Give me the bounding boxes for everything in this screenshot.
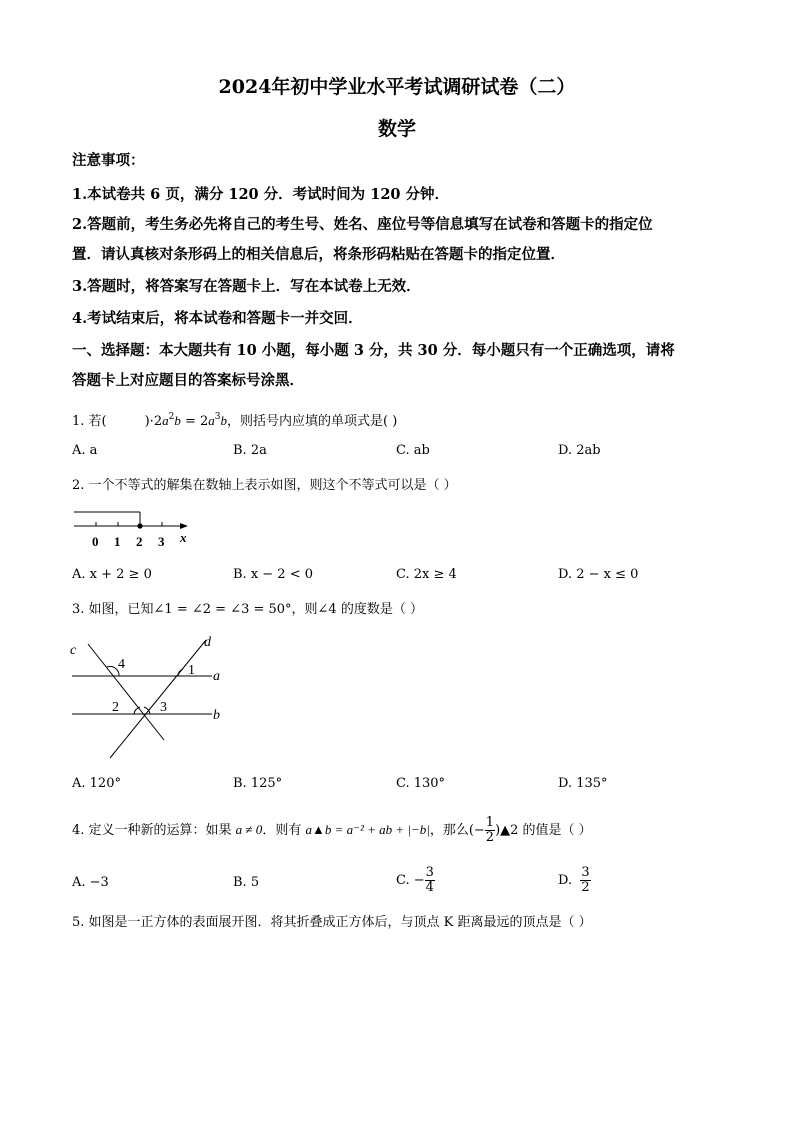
notice-item-1: 1.本试卷共 6 页，满分 120 分．考试时间为 120 分钟． — [72, 186, 450, 203]
q3-option-b: B. 125° — [233, 776, 283, 791]
q4-condition: a ≠ 0 — [235, 822, 263, 837]
label-b: b — [213, 708, 220, 723]
notice-item-3: 3.答题时，将答案写在答题卡上．写在本试卷上无效． — [72, 278, 421, 295]
q4-option-c: C. − $\frac{3}{4}$ — [396, 865, 434, 895]
number-line-figure — [70, 504, 200, 552]
label-angle-2: 2 — [112, 700, 119, 715]
tick-label-2: 2 — [136, 534, 143, 549]
q4-option-c-fraction: $\frac{3}{4}$ — [425, 865, 434, 895]
q4-option-d: D. $\frac{3}{2}$ — [558, 865, 590, 895]
question-4 — [72, 816, 592, 845]
notice-item-2-line-2: 置．请认真核对条形码上的相关信息后，将条形码粘贴在答题卡的指定位置． — [72, 246, 565, 263]
subject-title: 数学 — [377, 118, 416, 140]
q3-option-c: C. 130° — [396, 776, 446, 791]
tick-label-1: 1 — [114, 534, 121, 549]
question-3: 3. 如图，已知∠1 = ∠2 = ∠3 = 50°，则∠4 的度数是（ ） — [72, 602, 423, 617]
angle-1-arc — [178, 669, 183, 676]
q4-fraction: $\frac{1}{2}$ — [485, 815, 495, 845]
label-c: c — [70, 643, 77, 658]
section-1-line-1: 一、选择题：本大题共有 10 小题，每小题 3 分，共 30 分．每小题只有一个正确选项，请将 — [72, 342, 675, 359]
notice-item-4: 4.考试结束后，将本试卷和答题卡一并交回． — [72, 310, 363, 327]
tick-label-3: 3 — [158, 534, 165, 549]
q1-mid: )·2 — [144, 414, 163, 429]
question-5: 5. 如图是一正方体的表面展开图．将其折叠成正方体后，与顶点 K 距离最远的顶点是（ ） — [72, 915, 592, 930]
exam-title: 2024年初中学业水平考试调研试卷（二） — [218, 76, 576, 98]
q2-option-a: A. x + 2 ≥ 0 — [72, 567, 152, 582]
label-angle-4: 4 — [118, 657, 125, 672]
tick-label-0: 0 — [92, 534, 99, 549]
notice-item-2-line-1: 2.答题前，考生务必先将自己的考生号、姓名、座位号等信息填写在试卷和答题卡的指定位 — [72, 216, 653, 233]
q4-prefix: 4. 定义一种新的运算：如果 — [72, 823, 236, 838]
question-2: 2. 一个不等式的解集在数轴上表示如图，则这个不等式可以是（ ） — [72, 478, 457, 493]
q1-option-a: A. a — [72, 443, 98, 458]
label-angle-1: 1 — [188, 663, 195, 678]
q1-eq: = 2 — [180, 414, 209, 429]
axis-variable-label: x — [180, 530, 187, 545]
label-d: d — [204, 635, 211, 650]
q4-tail: ，那么(− — [429, 823, 485, 838]
q4-option-b: B. 5 — [233, 875, 260, 890]
q3-option-a: A. 120° — [72, 776, 121, 791]
q1-prefix: 1. 若( — [72, 414, 107, 429]
q1-option-d: D. 2ab — [558, 443, 601, 458]
section-1-line-2: 答题卡上对应题目的答案标号涂黑． — [72, 372, 304, 389]
q1-option-c: C. ab — [396, 443, 430, 458]
q3-option-d: D. 135° — [558, 776, 608, 791]
label-angle-3: 3 — [160, 700, 167, 715]
question-1: 1. 若( )$\cdot 2a^2b = 2a^3b$，则括号内应填的单项式是( ) — [72, 412, 398, 429]
q2-option-c: C. 2x ≥ 4 — [396, 567, 457, 582]
notice-heading: 注意事项： — [72, 152, 145, 169]
q2-option-b: B. x − 2 < 0 — [233, 567, 314, 582]
q2-option-d: D. 2 − x ≤ 0 — [558, 567, 639, 582]
label-a: a — [213, 669, 220, 684]
parallel-lines-figure — [66, 630, 236, 762]
q1-suffix: ，则括号内应填的单项式是( ) — [227, 414, 398, 429]
q4-definition: a▲b = a⁻² + ab + |−b| — [305, 822, 430, 837]
line-c — [88, 644, 164, 740]
axis-arrow-icon — [180, 523, 188, 529]
q4-option-a: A. −3 — [72, 875, 109, 890]
q4-mid: ．则有 — [262, 823, 306, 838]
q4-option-d-fraction: $\frac{3}{2}$ — [581, 865, 590, 895]
solid-endpoint-dot — [137, 523, 142, 528]
q4-end: )▲2 的值是（ ） — [495, 823, 592, 838]
q1-option-b: B. 2a — [233, 443, 267, 458]
